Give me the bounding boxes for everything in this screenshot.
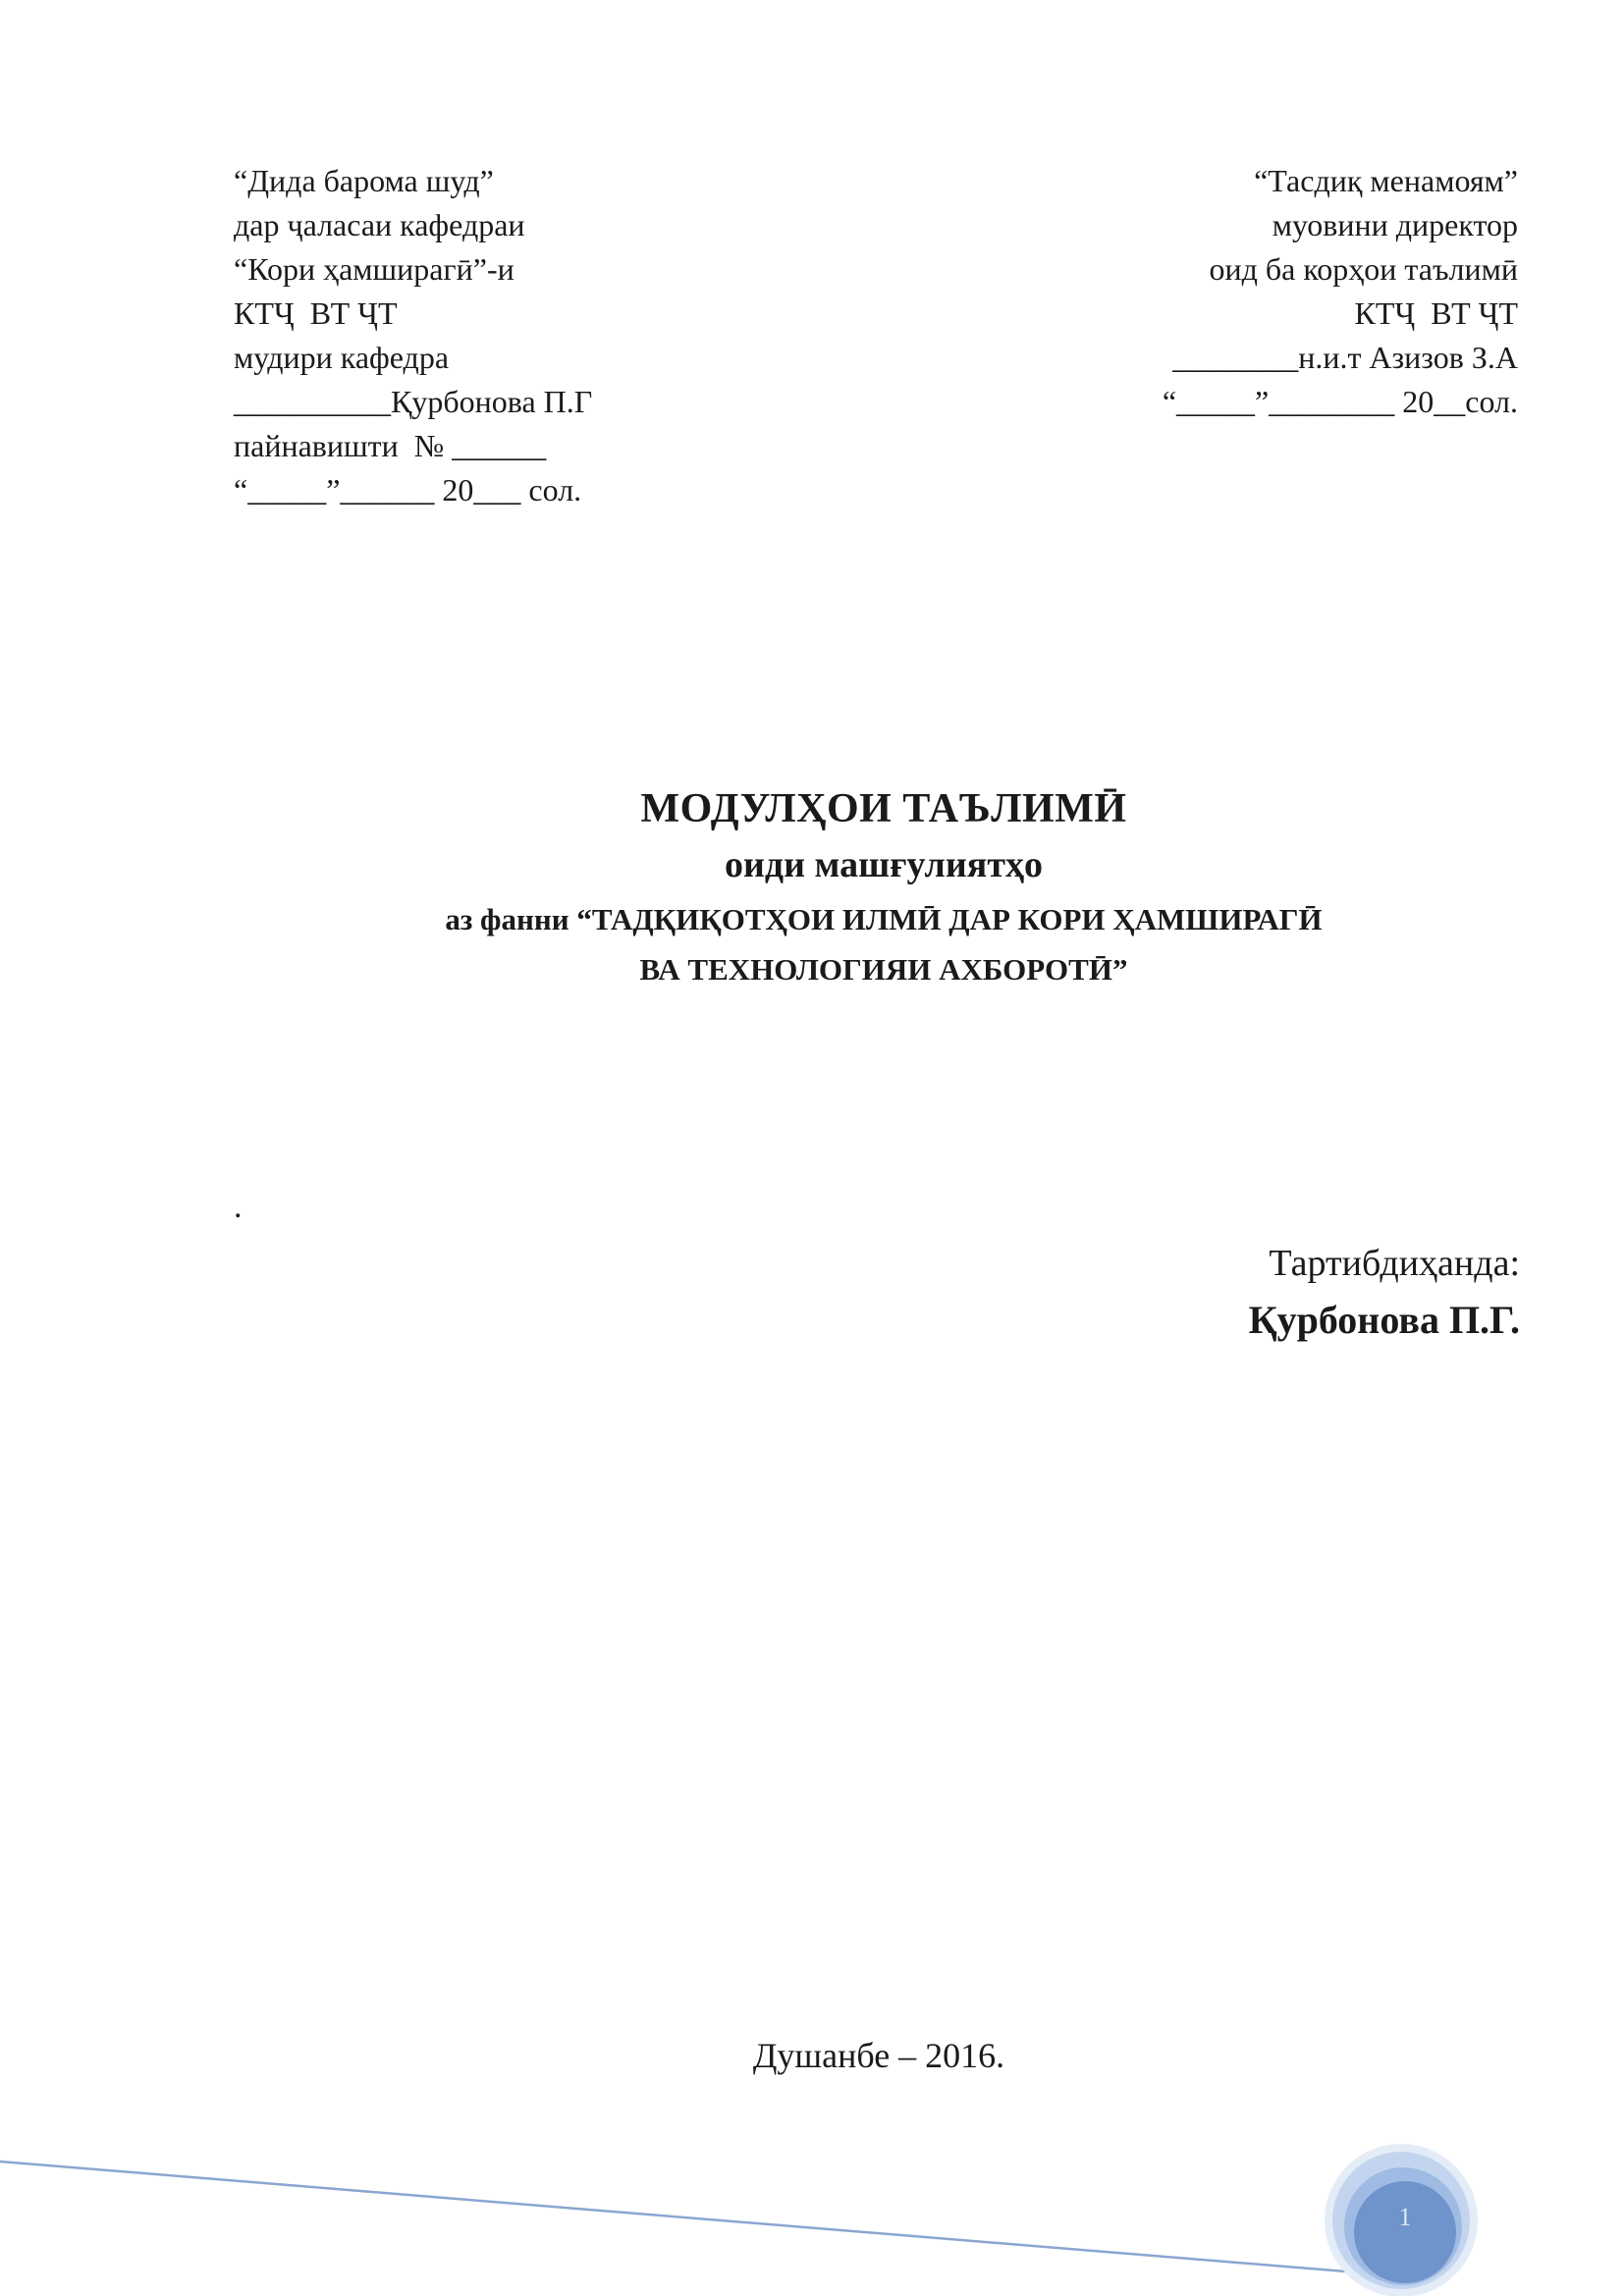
subject-line-1: аз фанни “ТАДҚИҚОТҲОИ ИЛМӢ ДАР КОРИ ҲАМШИРАГӢ bbox=[445, 902, 1323, 936]
approval-right-line: КТҶ ВТ ҶТ bbox=[1354, 295, 1518, 331]
document-subtitle: оиди машғулиятҳо bbox=[725, 844, 1043, 885]
approval-left-line: “Дида барома шуд” bbox=[234, 163, 494, 198]
approval-right-line: “Тасдиқ менамоям” bbox=[1254, 163, 1518, 198]
page-number: 1 bbox=[1398, 2203, 1412, 2231]
approval-left-line: пайнавишти № ______ bbox=[234, 428, 547, 463]
approval-left-line: “_____”______ 20___ сол. bbox=[234, 472, 582, 507]
approval-left-line: “Кори ҳамширагӣ”-и bbox=[234, 251, 514, 287]
approval-right-line: ________н.и.т Азизов З.А bbox=[1172, 340, 1518, 375]
approval-left-line: мудири кафедра bbox=[234, 340, 450, 375]
page-circle-inner bbox=[1354, 2181, 1456, 2283]
approval-block-director bbox=[968, 159, 1518, 424]
document-title: МОДУЛҲОИ ТАЪЛИМӢ bbox=[640, 786, 1127, 831]
stray-dot: . bbox=[234, 1189, 243, 1225]
approval-left-line: дар ҷаласаи кафедраи bbox=[234, 207, 525, 242]
footer-line bbox=[0, 2162, 1370, 2273]
city-year: Душанбе – 2016. bbox=[752, 2036, 1005, 2075]
approval-block-department bbox=[234, 159, 784, 512]
approval-left-line: КТҶ ВТ ҶТ bbox=[234, 295, 398, 331]
author-block bbox=[1249, 1235, 1520, 1349]
approval-right-line: оид ба корҳои таълимӣ bbox=[1209, 251, 1518, 287]
author-label: Тартибдиҳанда: bbox=[1269, 1243, 1520, 1284]
approval-right-line: муовини директор bbox=[1272, 207, 1518, 242]
approval-left-line: __________Қурбонова П.Г bbox=[234, 384, 593, 419]
subject-line-2: ВА ТЕХНОЛОГИЯИ АХБОРОТӢ” bbox=[639, 952, 1128, 987]
author-name: Қурбонова П.Г. bbox=[1248, 1298, 1520, 1342]
document-title-block bbox=[295, 780, 1473, 992]
approval-right-line: “_____”________ 20__сол. bbox=[1162, 384, 1518, 419]
